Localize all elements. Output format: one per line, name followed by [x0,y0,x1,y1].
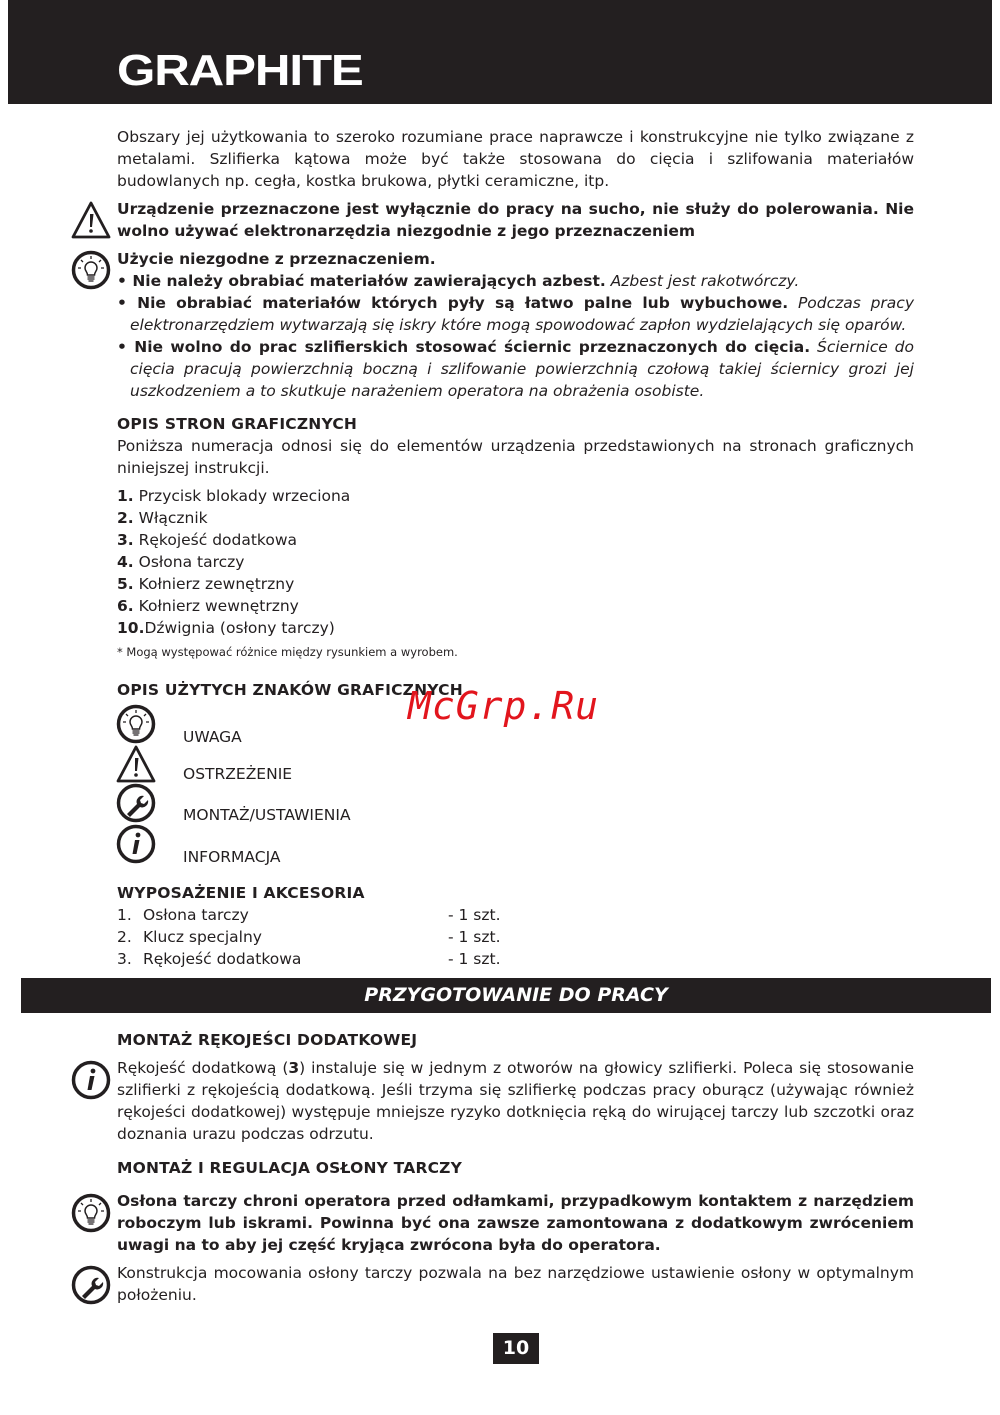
symbol-label: OSTRZEŻENIE [183,765,293,783]
section-heading: MONTAŻ RĘKOJEŚCI DODATKOWEJ [117,1031,418,1049]
page-number: 10 [493,1333,539,1364]
list-item: 1. Osłona tarczy - 1 szt. [117,906,501,924]
bulb-icon [71,1193,111,1233]
section-heading: WYPOSAŻENIE I AKCESORIA [117,884,365,902]
oslona-warning: Osłona tarczy chroni operatora przed odłamkami, przypadkowym kontaktem z narzędziem roboczym lub iskrami. Powinna być ona zawsze zamontowana z dodatkowym zwróceniem uwagi na to aby jej część kryjąca zwrócona była do operatora. [117,1192,914,1254]
oslona-paragraph: Konstrukcja mocowania osłony tarczy pozwala na bez narzędziowe ustawienie osłony w optymalnym położeniu. [117,1264,914,1304]
section-heading: OPIS UŻYTYCH ZNAKÓW GRAFICZNYCH [117,681,463,699]
list-item: 10.Dźwignia (osłony tarczy) [117,619,335,637]
info-icon [71,1060,111,1100]
wrench-icon [116,783,156,823]
misuse-section [117,248,914,402]
misuse-list [117,270,914,402]
list-item: • Nie wolno do prac szlifierskich stosować ściernic przeznaczonych do cięcia. Ściernice do cięcia pracują powierzchnią boczną i szlifowanie powierzchnią czołową takiej ściernicy grozi jej uszkodzeniem a to skutkuje narażeniem operatora na obrażenia osobiste. [117,336,914,402]
symbol-label: INFORMACJA [183,848,281,866]
bulb-icon [116,704,156,744]
symbol-label: MONTAŻ/USTAWIENIA [183,806,351,824]
warning-icon [116,744,156,784]
list-item: 2. Włącznik [117,509,208,527]
section-heading: MONTAŻ I REGULACJA OSŁONY TARCZY [117,1159,463,1177]
list-item: 1. Przycisk blokady wrzeciona [117,487,351,505]
parts-list [117,485,914,639]
list-item: 3. Rękojeść dodatkowa [117,531,298,549]
bulb-icon [71,250,111,290]
warning-icon [71,200,111,240]
list-item: 5. Kołnierz zewnętrzny [117,575,295,593]
misuse-title: Użycie niezgodne z przeznaczeniem. [117,250,436,268]
list-item: • Nie należy obrabiać materiałów zawierających azbest. Azbest jest rakotwórczy. [117,270,914,292]
watermark: McGrp.Ru [408,684,600,728]
symbol-label: UWAGA [183,728,242,746]
warning-text: Urządzenie przeznaczone jest wyłącznie do pracy na sucho, nie służy do polerowania. Nie wolno używać elektronarzędzia niezgodnie z jego przeznaczeniem [117,200,914,240]
list-item: 6. Kołnierz wewnętrzny [117,597,299,615]
accessories-list [117,904,914,970]
footnote: * Mogą występować różnice między rysunkiem a wyrobem. [117,645,458,659]
rekojesc-paragraph: Rękojeść dodatkową (3) instaluje się w jednym z otworów na głowicy szlifierki. Poleca się stosowanie szlifierki z rękojeścią dodatkową. Jeśli trzyma się szlifierkę podczas pracy oburącz (używając również rękojeści dodatkowej) występuje mniejsze ryzyko dotknięcia ręką do wirującej tarczy lub szczotki oraz doznania urazu podczas odrzutu. [117,1059,915,1143]
list-item: 2. Klucz specjalny - 1 szt. [117,928,501,946]
section-bar: PRZYGOTOWANIE DO PRACY [21,978,991,1013]
list-item: 3. Rękojeść dodatkowa - 1 szt. [117,950,501,968]
list-item: • Nie obrabiać materiałów których pyły są łatwo palne lub wybuchowe. Podczas pracy elektronarzędziem wytwarzają się iskry które mogą spowodować zapłon wydzielających się oparów. [117,292,914,336]
wrench-icon [71,1265,111,1305]
list-item: 4. Osłona tarczy [117,553,245,571]
opis-paragraph: Poniższa numeracja odnosi się do elementów urządzenia przedstawionych na stronach graficznych niniejszej instrukcji. [117,437,914,477]
brand-logo: GRAPHITE [117,46,363,95]
section-heading: OPIS STRON GRAFICZNYCH [117,415,358,433]
info-icon [116,824,156,864]
intro-paragraph: Obszary jej użytkowania to szeroko rozumiane prace naprawcze i konstrukcyjne nie tylko związane z metalami. Szlifierka kątowa może być także stosowana do cięcia i szlifowania materiałów budowlanych np. cegła, kostka brukowa, płytki ceramiczne, itp. [117,128,914,190]
